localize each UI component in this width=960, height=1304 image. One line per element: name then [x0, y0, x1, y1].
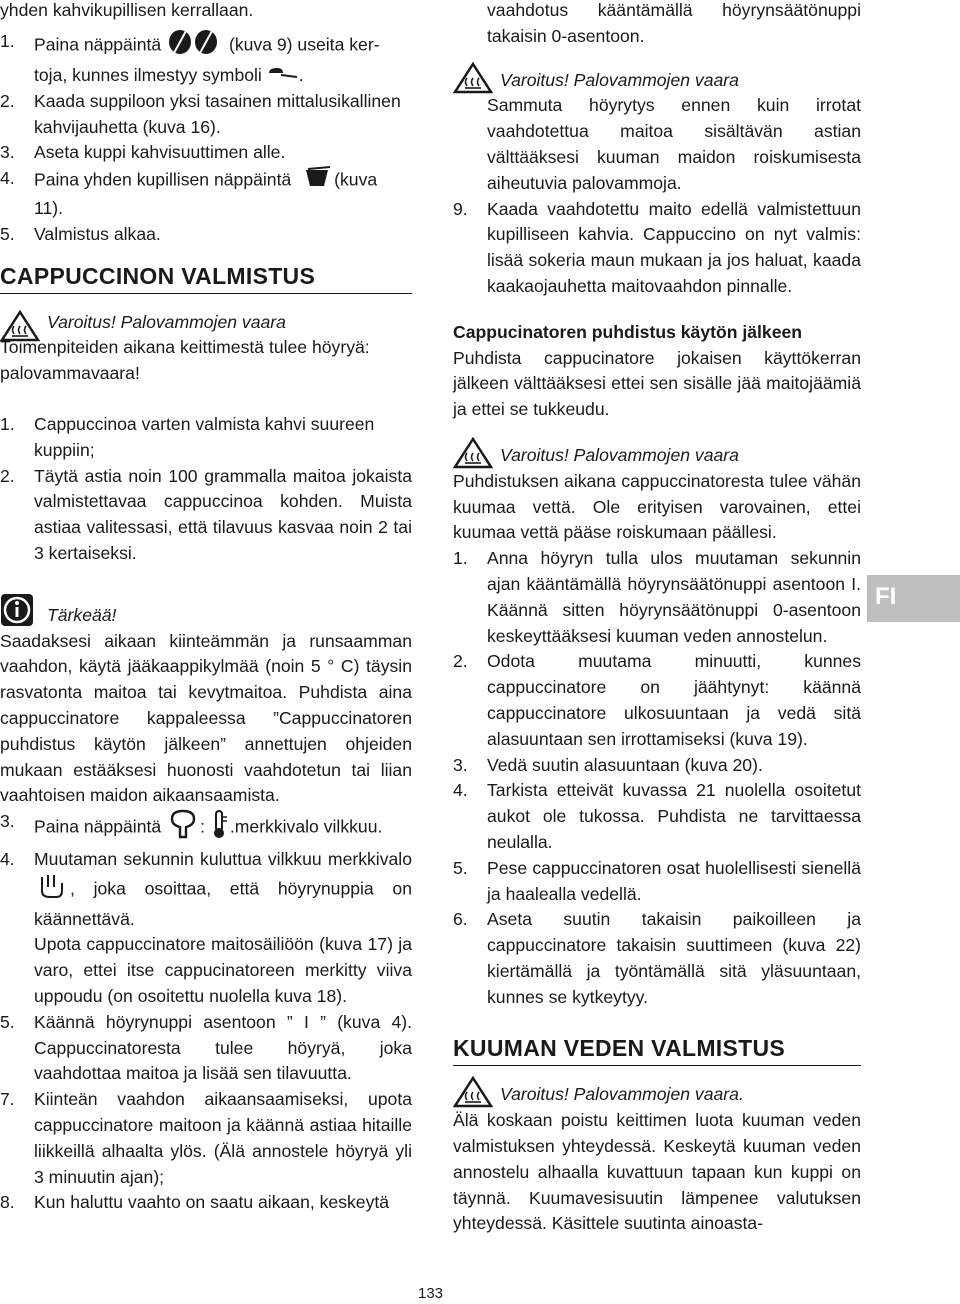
steam-knob-icon — [34, 873, 70, 907]
list-item: 2. Odota muutama minuutti, kunnes cappuccinatore on jäähtynyt: käännä cappuccinatore ulkosuuntaan ja vedä sitä alasuuntaan sen irrottamiseksi (kuva 19). — [453, 651, 861, 749]
info-icon — [0, 593, 34, 635]
warning-text: Puhdistuksen aikana cappuccinatoresta tulee vähän kuumaa vettä. Ole erityisen varovainen, ettei kuumaa vettä pääse roiskumaan päällesi. — [453, 470, 861, 543]
warning-title: Varoitus! Palovammojen vaara. — [500, 1084, 744, 1105]
important-block — [0, 603, 412, 629]
section-heading-cappuccino: CAPPUCCINON VALMISTUS — [0, 262, 412, 294]
warning-block — [453, 68, 861, 94]
warning-text: Toimenpiteiden aikana keittimestä tulee höyryä: palovammavaara! — [0, 337, 370, 384]
list-item: 2. Kaada suppiloon yksi tasainen mittalusikallinen kahvijauhetta (kuva 16). — [0, 90, 401, 137]
list-item: 8. Kun haluttu vaahto on saatu aikaan, keskeytä — [0, 1192, 390, 1213]
list-item: 5. Valmistus alkaa. — [0, 223, 161, 244]
list-item: 9. Kaada vaahdotettu maito edellä valmistettuun kupilliseen kahvia. Cappuccino on nyt valmis: lisää sokeria maun mukaan ja jos haluat, kaada kaakaojauhetta maitovaahdon pinnalle. — [453, 198, 861, 296]
warning-title: Varoitus! Palovammojen vaara — [500, 444, 739, 465]
warning-block — [453, 1082, 861, 1108]
list-item: 4. Paina yhden kupillisen näppäintä (kuva 11). — [0, 168, 378, 219]
steam-icon — [166, 809, 200, 847]
important-text: Saadaksesi aikaan kiinteämmän ja runsaamman vaahdon, käytä jääkaappikylmää (noin 5 ° C) täysin rasvatonta maitoa tai kevytmaitoa. Puhdista aina cappuccinatore kappaleessa ”Cappuccinatoren puhdistus käytön jälkeen” annettujen ohjeiden mukaan estääksesi huonosti vaahdotetun tai liian vaahtoisen maidon aikaansaamista. — [0, 630, 412, 806]
section-heading-hot-water: KUUMAN VEDEN VALMISTUS — [453, 1034, 861, 1066]
warning-text: Älä koskaan poistu keittimen luota kuuman veden valmistuksen yhteydessä. Keskeytä kuuman veden annostelu alhaalla kuvattuun tapaan kun kuppi on täynnä. Kuumavesisuutin lämpenee valutuksen yhteydessä. Käsittele suutinta ainoasta- — [453, 1110, 861, 1234]
warning-block — [0, 310, 412, 336]
left-column — [0, 0, 412, 1216]
list-item: 4. Tarkista etteivät kuvassa 21 nuolella osoitetut aukot ole tukossa. Puhdista ne tarvittaessa neulalla. — [453, 780, 861, 852]
beans-icon — [166, 29, 224, 63]
single-cup-icon — [304, 166, 334, 196]
hot-surface-warning-icon — [453, 1076, 493, 1116]
hot-surface-warning-icon — [453, 437, 493, 477]
list-item: 1. Paina näppäintä (kuva 9) useita ker- toja, kunnes ilmestyy symboli . — [0, 29, 412, 89]
page-number: 133 — [418, 1285, 444, 1302]
cleaning-text: Puhdista cappucinatore jokaisen käyttökerran jälkeen välttääksesi ettei sen sisälle jää maitojäämiä ja ettei se tukkeudu. — [453, 347, 861, 420]
continued-text: vaahdotus kääntämällä höyrynsäätönuppi takaisin 0-asentoon. — [487, 0, 861, 46]
warning-title: Varoitus! Palovammojen vaara — [47, 311, 286, 332]
section-heading-cleaning: Cappucinatoren puhdistus käytön jälkeen — [453, 321, 803, 342]
warning-title: Varoitus! Palovammojen vaara — [500, 69, 739, 90]
list-item: 3. Paina näppäintä : .merkkivalo vilkkuu. — [0, 809, 412, 847]
important-title: Tärkeää! — [47, 604, 117, 625]
language-tab-label: FI — [875, 583, 897, 610]
list-item: 3. Vedä suutin alasuuntaan (kuva 20). — [453, 754, 763, 775]
list-item: 7. Kiinteän vaahdon aikaansaamiseksi, upota cappuccinatore maitoon ja käännä astiaa hitaille liikkeillä alhaalta ylös. (Älä annostele höyryä yli 3 minuutin ajan); — [0, 1089, 412, 1187]
list-item: 3. Aseta kuppi kahvisuuttimen alle. — [0, 142, 286, 163]
list-item: 1. Cappuccinoa varten valmista kahvi suureen kuppiin; — [0, 414, 375, 460]
list-item: 6. Aseta suutin takaisin paikoilleen ja cappuccinatore takaisin suuttimeen (kuva 22) kiertämällä ja työntämällä sitä yläsuuntaan, kunnes se kytkeytyy. — [453, 909, 861, 1007]
coffee-steps — [0, 29, 412, 248]
hot-surface-warning-icon — [0, 310, 40, 350]
hot-surface-warning-icon — [453, 62, 493, 102]
right-column — [453, 0, 861, 1237]
list-item: 5. Pese cappuccinatoren osat huolellisesti sienellä ja haalealla vedellä. — [453, 857, 861, 904]
list-item: 4. Muutaman sekunnin kuluttua vilkkuu merkkivalo , joka osoittaa, että höyrynuppia on käännettävä. Upota cappuccinatore maitosäiliöön (kuva 17) ja varo, ettei itse cappucinatoreen merkitty viiva uppoudu (on osoitettu nuolella kuva 18). — [0, 848, 412, 1006]
spoon-icon — [267, 63, 299, 89]
warning-block — [453, 443, 861, 469]
list-item: 2. Täytä astia noin 100 grammalla maitoa jokaista valmistettavaa cappuccinoa kohden. Muista astiaa valitessasi, että tilavuus kasvaa noin 2 tai 3 kertaiseksi. — [0, 465, 412, 563]
list-item: 1. Anna höyryn tulla ulos muutaman sekunnin ajan kääntämällä höyrynsäätönuppi asentoon I. Käännä sitten höyrynsäätönuppi 0-asentoon keskeyttääksesi kuuman veden annostelun. — [453, 548, 861, 646]
thermometer-icon — [210, 809, 230, 847]
warning-text: Sammuta höyrytys ennen kuin irrotat vaahdotettua maitoa sisältävän astian välttääksesi kuuman maidon roiskumisesta aiheutuvia palovammoja. — [487, 95, 861, 193]
list-item: 5. Käännä höyrynuppi asentoon ” I ” (kuva 4). Cappuccinatoresta tulee höyryä, joka vaahdottaa maitoa ja lisää sen tilavuutta. — [0, 1011, 412, 1084]
intro-text: yhden kahvikupillisen kerrallaan. — [0, 0, 254, 20]
